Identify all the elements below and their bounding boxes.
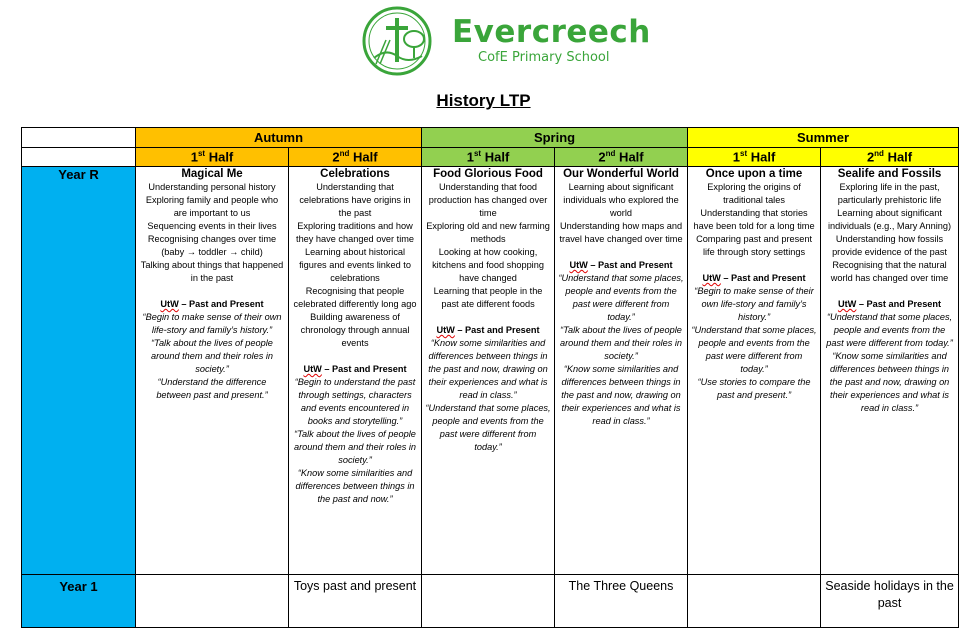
season-summer: Summer bbox=[688, 128, 959, 148]
topic-cell bbox=[289, 167, 422, 575]
topic-line: Exploring life in the past, particularly prehistoric life bbox=[837, 182, 942, 205]
corner-cell bbox=[22, 148, 136, 167]
elg-quote: “Understand that some places, people and events from the past were different from today.” bbox=[425, 403, 551, 452]
topic-line: Recognising that people celebrated differently long ago bbox=[293, 286, 417, 309]
year-r-row bbox=[22, 167, 959, 575]
utw-heading: UtW – Past and Present bbox=[436, 325, 540, 335]
topic-line: Recognising changes over time (baby → toddler → child) bbox=[147, 234, 277, 257]
elg-quote: “Understand that some places, people and events from the past were different from today.” bbox=[826, 312, 953, 348]
topic-line: Exploring traditions and how they have changed over time bbox=[296, 221, 414, 244]
year-label: Year R bbox=[22, 167, 136, 575]
page-title: History LTP bbox=[436, 91, 531, 110]
utw-heading: UtW – Past and Present bbox=[160, 299, 264, 309]
topic-title: Food Glorious Food bbox=[433, 168, 543, 180]
topic-line: Understanding that celebrations have origins in the past bbox=[299, 182, 411, 218]
topic-line: Exploring old and new farming methods bbox=[426, 221, 550, 244]
topic-title: Sealife and Fossils bbox=[837, 168, 942, 180]
year1-topic bbox=[688, 575, 821, 628]
topic-cell bbox=[422, 167, 555, 575]
year-1-row bbox=[22, 575, 959, 628]
topic-line: Talking about things that happened in the past bbox=[140, 260, 284, 283]
school-logo-icon bbox=[362, 6, 432, 76]
topic-line: Comparing past and present life through story settings bbox=[696, 234, 812, 257]
elg-quote: “Know some similarities and differences between things in the past and now.” bbox=[295, 468, 415, 504]
topic-line: Understanding that food production has changed over time bbox=[428, 182, 548, 218]
elg-quote: “Know some similarities and differences between things in the past and now, drawing on their experiences and what is read in class.” bbox=[428, 338, 548, 400]
elg-quote: “Use stories to compare the past and present.” bbox=[697, 377, 811, 400]
year1-topic: The Three Queens bbox=[555, 575, 688, 628]
season-spring: Spring bbox=[422, 128, 688, 148]
half-header: 2nd Half bbox=[821, 148, 959, 167]
year1-topic: Toys past and present bbox=[289, 575, 422, 628]
topic-cell bbox=[688, 167, 821, 575]
season-header-row bbox=[22, 128, 959, 148]
year1-topic: Seaside holidays in the past bbox=[821, 575, 959, 628]
elg-quote: “Talk about the lives of people around them and their roles in society.” bbox=[559, 325, 683, 361]
topic-line: Sequencing events in their lives bbox=[147, 221, 277, 231]
elg-quote: “Begin to understand the past through settings, characters and events encountered in books and storytelling.” bbox=[294, 377, 416, 426]
half-header: 2nd Half bbox=[289, 148, 422, 167]
topic-title: Magical Me bbox=[181, 168, 243, 180]
elg-quote: “Talk about the lives of people around them and their roles in society.” bbox=[293, 429, 417, 465]
topic-cell bbox=[821, 167, 959, 575]
elg-quote: “Know some similarities and differences between things in the past and now, drawing on their experiences and what is read in class.” bbox=[829, 351, 950, 413]
topic-line: Recognising that the natural world has changed over time bbox=[830, 260, 949, 283]
half-header: 1st Half bbox=[688, 148, 821, 167]
topic-line: Learning about significant individuals (e.g., Mary Anning) bbox=[827, 208, 952, 231]
elg-quote: “Begin to make sense of their own life-story and family’s history.” bbox=[694, 286, 814, 322]
half-header: 1st Half bbox=[136, 148, 289, 167]
elg-quote: “Begin to make sense of their own life-story and family’s history.” bbox=[142, 312, 282, 335]
elg-quote: “Understand that some places, people and events from the past were different from today.” bbox=[691, 325, 817, 374]
elg-quote: “Understand the difference between past and present.” bbox=[156, 377, 268, 400]
year1-topic bbox=[136, 575, 289, 628]
elg-quote: “Know some similarities and differences between things in the past and now, drawing on their experiences and what is read in class.” bbox=[561, 364, 681, 426]
topic-line: Understanding how maps and travel have changed over time bbox=[559, 221, 683, 244]
topic-title: Our Wonderful World bbox=[563, 168, 679, 180]
year-label: Year 1 bbox=[22, 575, 136, 628]
school-subtitle: CofE Primary School bbox=[478, 50, 610, 65]
elg-quote: “Talk about the lives of people around them and their roles in society.” bbox=[150, 338, 274, 374]
half-header-row bbox=[22, 148, 959, 167]
school-brand bbox=[452, 14, 651, 66]
topic-title: Once upon a time bbox=[705, 168, 803, 180]
topic-title: Celebrations bbox=[320, 168, 390, 180]
utw-heading: UtW – Past and Present bbox=[569, 260, 673, 270]
topic-line: Understanding how fossils provide evidence of the past bbox=[832, 234, 947, 257]
topic-cell bbox=[555, 167, 688, 575]
topic-line: Understanding personal history bbox=[148, 182, 276, 192]
utw-heading: UtW – Past and Present bbox=[702, 273, 806, 283]
history-ltp-table bbox=[21, 127, 959, 628]
year1-topic bbox=[422, 575, 555, 628]
topic-line: Learning that people in the past ate different foods bbox=[433, 286, 543, 309]
half-header: 1st Half bbox=[422, 148, 555, 167]
utw-heading: UtW – Past and Present bbox=[303, 364, 407, 374]
utw-heading: UtW – Past and Present bbox=[837, 299, 942, 309]
half-header: 2nd Half bbox=[555, 148, 688, 167]
topic-line: Exploring family and people who are important to us bbox=[145, 195, 279, 218]
topic-line: Exploring the origins of traditional tales bbox=[707, 182, 801, 205]
corner-cell bbox=[22, 128, 136, 148]
season-autumn: Autumn bbox=[136, 128, 422, 148]
topic-line: Understanding that stories have been told for a long time bbox=[693, 208, 815, 231]
topic-line: Looking at how cooking, kitchens and food shopping have changed bbox=[432, 247, 544, 283]
topic-line: Building awareness of chronology through annual events bbox=[300, 312, 410, 348]
elg-quote: “Understand that some places, people and events from the past were different from today.” bbox=[558, 273, 684, 322]
topic-line: Learning about significant individuals who explored the world bbox=[563, 182, 679, 218]
school-name: Evercreech bbox=[452, 14, 651, 50]
topic-line: Learning about historical figures and events linked to celebrations bbox=[299, 247, 411, 283]
topic-cell bbox=[136, 167, 289, 575]
